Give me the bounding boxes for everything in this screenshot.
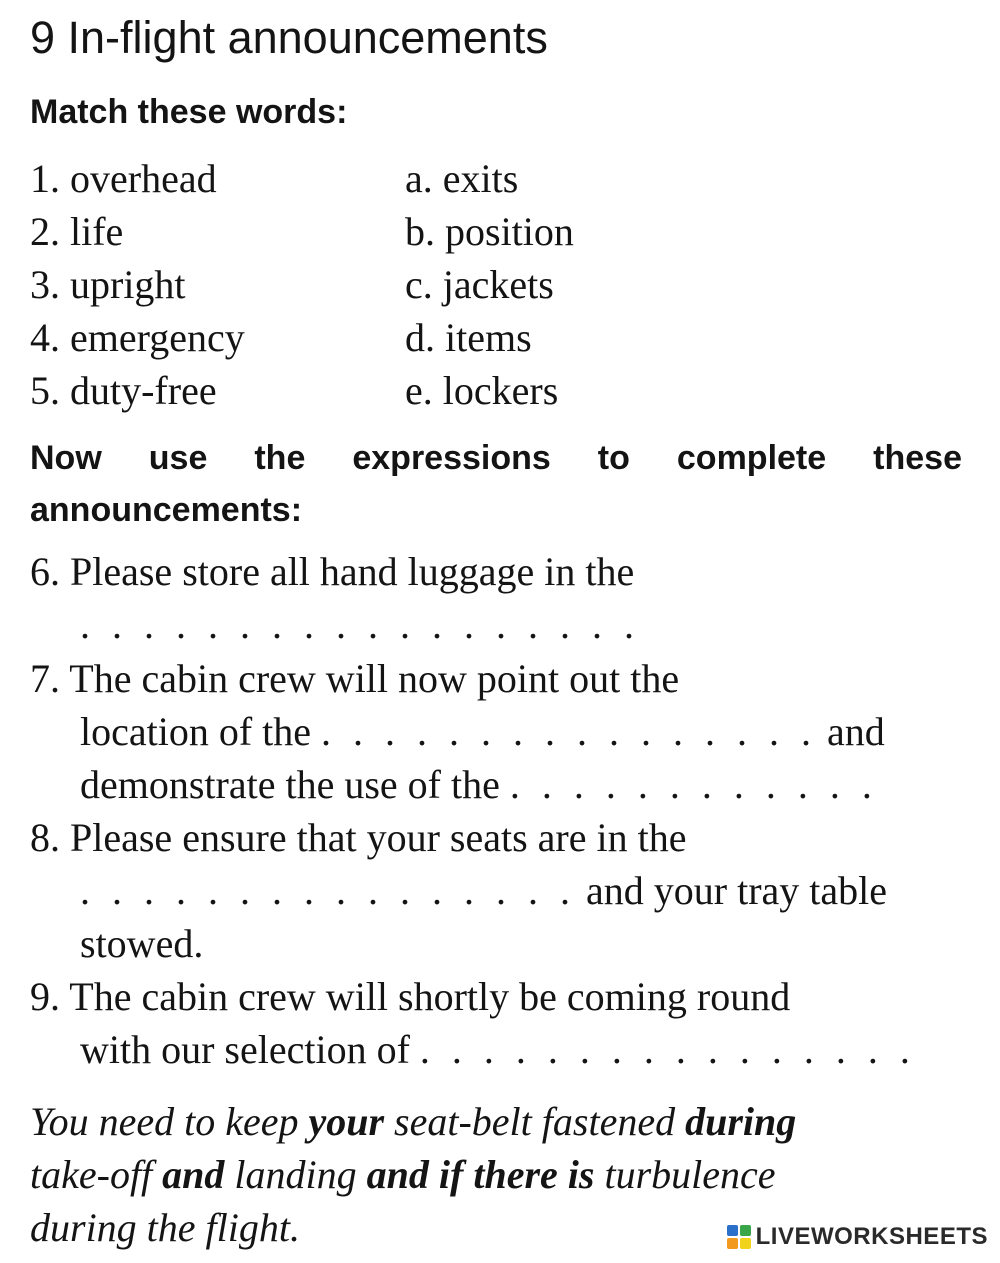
note-text: seat-belt fastened: [384, 1099, 686, 1144]
answer-blank[interactable]: . . . . . . . . . . . .: [509, 762, 878, 807]
liveworksheets-watermark[interactable]: [726, 1223, 988, 1251]
match-heading: Match these words:: [30, 93, 348, 131]
left-word-list: [30, 152, 245, 417]
announcement-item-7: [30, 652, 885, 811]
right-word-item: b. position: [405, 209, 574, 254]
note-line: during the flight.: [30, 1205, 300, 1250]
item-line: [30, 864, 887, 917]
left-word-item: 1. overhead: [30, 156, 217, 201]
note-text: You need to keep: [30, 1099, 309, 1144]
note-text-bold: during: [685, 1099, 797, 1144]
note-text: landing: [224, 1152, 367, 1197]
item-line: 9. The cabin crew will shortly be coming round: [30, 974, 791, 1019]
item-line: [30, 598, 640, 651]
note-text-bold: and if there is: [366, 1152, 595, 1197]
expressions-heading: Now use the expressions to complete these announcements:: [30, 439, 962, 529]
item-text: and: [817, 709, 885, 754]
announcement-item-6: [30, 545, 640, 651]
note-line: [30, 1148, 965, 1201]
announcement-item-8: [30, 811, 887, 970]
left-word-item: 5. duty-free: [30, 368, 217, 413]
right-word-item: c. jackets: [405, 262, 554, 307]
left-word-item: 3. upright: [30, 262, 186, 307]
answer-blank[interactable]: . . . . . . . . . . . . . . . .: [321, 709, 818, 754]
answer-blank[interactable]: . . . . . . . . . . . . . . . . . .: [80, 602, 640, 647]
note-text: turbulence: [594, 1152, 776, 1197]
page-title: 9 In-flight announcements: [30, 12, 548, 63]
right-word-item: e. lockers: [405, 368, 559, 413]
answer-blank[interactable]: . . . . . . . . . . . . . . . .: [80, 868, 576, 913]
note-text-bold: and: [162, 1152, 225, 1197]
item-text: demonstrate the use of the: [80, 762, 510, 807]
right-word-list: [405, 152, 574, 417]
item-line: [30, 758, 885, 811]
left-word-item: 4. emergency: [30, 315, 245, 360]
item-text: location of the: [80, 709, 322, 754]
announcement-item-9: [30, 970, 916, 1076]
item-line: [30, 1023, 916, 1076]
item-line: 6. Please store all hand luggage in the: [30, 549, 635, 594]
answer-blank[interactable]: . . . . . . . . . . . . . . . .: [419, 1027, 916, 1072]
right-word-item: d. items: [405, 315, 532, 360]
left-word-item: 2. life: [30, 209, 124, 254]
liveworksheets-logo-icon: [726, 1224, 752, 1250]
item-line: [30, 705, 885, 758]
watermark-text: LIVEWORKSHEETS: [755, 1223, 988, 1250]
note-text: take-off: [30, 1152, 163, 1197]
note-text-bold: your: [308, 1099, 385, 1144]
note-line: [30, 1095, 965, 1148]
right-word-item: a. exits: [405, 156, 519, 201]
item-text: with our selection of: [80, 1027, 420, 1072]
item-line: 7. The cabin crew will now point out the: [30, 656, 680, 701]
item-line: stowed.: [80, 921, 204, 966]
item-text: and your tray table: [576, 868, 887, 913]
item-line: 8. Please ensure that your seats are in the: [30, 815, 687, 860]
